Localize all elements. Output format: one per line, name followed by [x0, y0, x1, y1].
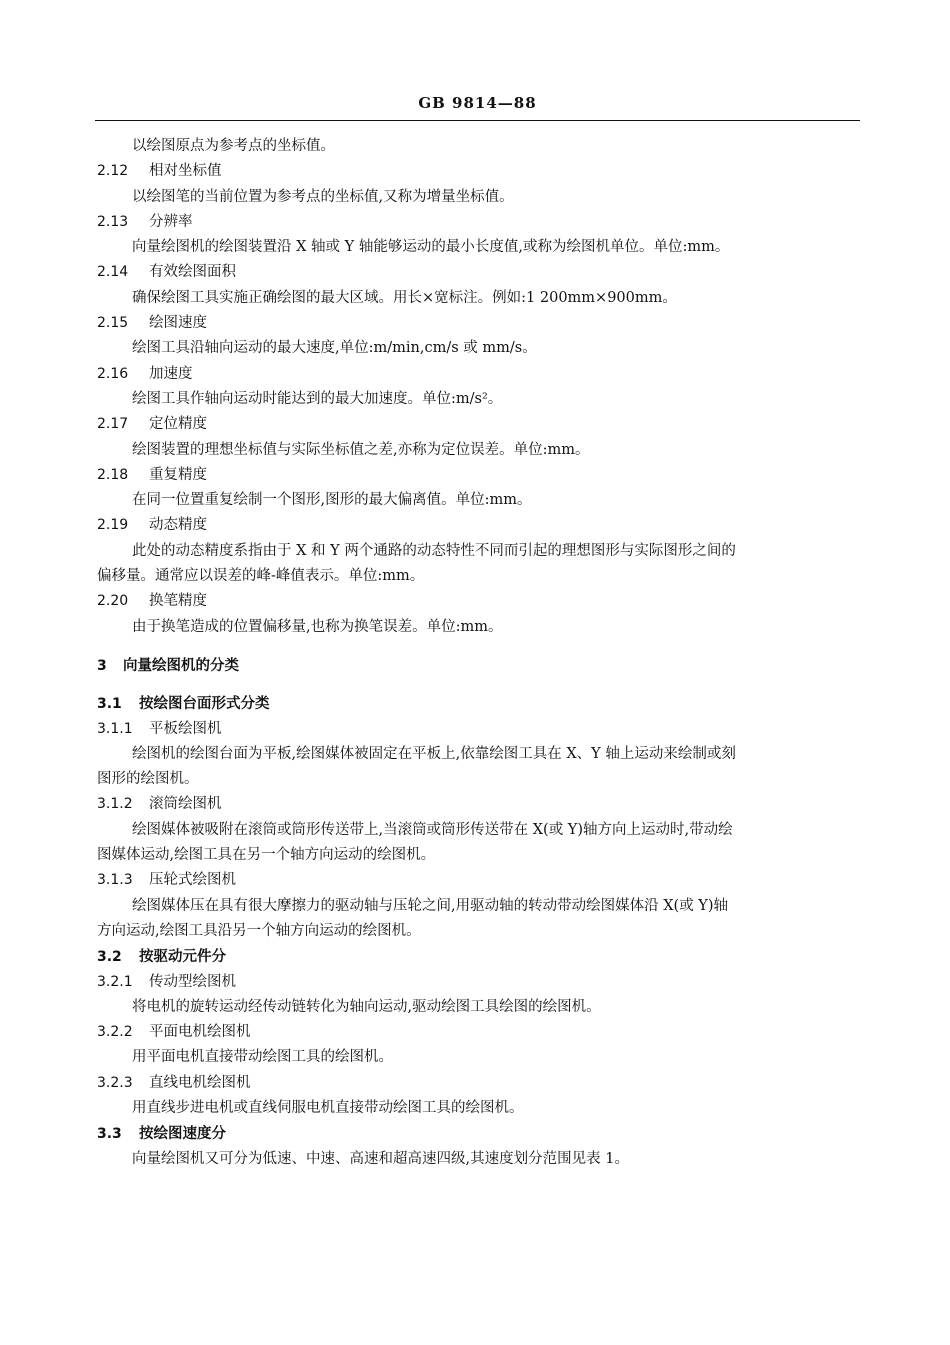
clause-heading [97, 513, 862, 538]
clause-heading [97, 589, 862, 614]
section-number: 3 [97, 657, 107, 674]
section-title: 向量绘图机的分类 [123, 656, 239, 674]
clause-heading [97, 159, 862, 184]
clause-title: 传动型绘图机 [149, 973, 236, 990]
clause-heading [97, 1071, 862, 1096]
paragraph: 绘图工具作轴向运动时能达到的最大加速度。单位:m/s²。 [132, 390, 503, 407]
clause-number: 2.15 [97, 315, 129, 332]
paragraph: 以绘图原点为参考点的坐标值。 [132, 138, 335, 154]
clause-number: 3.1.3 [97, 872, 133, 889]
clause-number: 2.13 [97, 213, 129, 230]
paragraph-continuation: 方向运动,绘图工具沿另一个轴方向运动的绘图机。 [97, 922, 421, 939]
paragraph: 绘图媒体压在具有很大摩擦力的驱动轴与压轮之间,用驱动轴的转动带动绘图媒体沿 X(或 Y)轴 [132, 897, 729, 914]
clause-title: 平板绘图机 [149, 720, 222, 737]
paragraph: 绘图机的绘图台面为平板,绘图媒体被固定在平板上,依靠绘图工具在 X、Y 轴上运动来绘制或刻 [132, 745, 736, 762]
clause-number: 3.1.2 [97, 796, 133, 813]
paragraph: 绘图装置的理想坐标值与实际坐标值之差,亦称为定位误差。单位:mm。 [132, 441, 590, 458]
paragraph-continuation: 图媒体运动,绘图工具在另一个轴方向运动的绘图机。 [97, 847, 436, 864]
clause-title: 平面电机绘图机 [149, 1024, 251, 1041]
clause-number: 3.2.3 [97, 1074, 133, 1091]
clause-title: 直线电机绘图机 [149, 1074, 251, 1091]
subsection-number: 3.1 [97, 696, 122, 713]
subsection-heading [97, 1121, 862, 1146]
section-heading [97, 653, 862, 678]
subsection-title: 按驱动元件分 [139, 948, 226, 966]
subsection-heading [97, 944, 862, 969]
paragraph: 绘图工具沿轴向运动的最大速度,单位:m/min,cm/s 或 mm/s。 [132, 340, 537, 357]
clause-title: 定位精度 [149, 416, 207, 433]
paragraph: 用平面电机直接带动绘图工具的绘图机。 [132, 1049, 393, 1066]
subsection-number: 3.2 [97, 949, 122, 966]
clause-number: 2.14 [97, 264, 129, 281]
paragraph: 此处的动态精度系指由于 X 和 Y 两个通路的动态特性不同而引起的理想图形与实际图形之间的 [132, 542, 736, 559]
paragraph: 确保绘图工具实施正确绘图的最大区域。用长×宽标注。例如:1 200mm×900mm。 [132, 289, 677, 306]
paragraph-continuation: 图形的绘图机。 [97, 771, 199, 788]
clause-number: 3.1.1 [97, 720, 133, 737]
paragraph: 以绘图笔的当前位置为参考点的坐标值,又称为增量坐标值。 [132, 188, 514, 205]
clause-heading [97, 210, 862, 235]
clause-title: 重复精度 [149, 466, 207, 483]
clause-title: 加速度 [149, 365, 193, 382]
clause-heading [97, 868, 862, 893]
clause-title: 换笔精度 [149, 593, 207, 610]
paragraph-continuation: 偏移量。通常应以误差的峰-峰值表示。单位:mm。 [97, 568, 425, 585]
clause-title: 绘图速度 [149, 315, 207, 332]
header-rule [95, 120, 860, 121]
clause-title: 分辨率 [149, 213, 193, 230]
subsection-number: 3.3 [97, 1126, 122, 1143]
paragraph: 用直线步进电机或直线伺服电机直接带动绘图工具的绘图机。 [132, 1099, 524, 1116]
document-body [97, 134, 862, 1172]
clause-number: 2.17 [97, 416, 129, 433]
clause-title: 有效绘图面积 [149, 264, 236, 281]
paragraph: 将电机的旋转运动经传动链转化为轴向运动,驱动绘图工具绘图的绘图机。 [132, 998, 601, 1015]
subsection-title: 按绘图台面形式分类 [139, 695, 270, 713]
clause-heading [97, 970, 862, 995]
paragraph: 绘图媒体被吸附在滚筒或筒形传送带上,当滚筒或筒形传送带在 X(或 Y)轴方向上运动时,带动绘 [132, 821, 733, 838]
clause-heading [97, 792, 862, 817]
clause-number: 2.16 [97, 365, 129, 382]
clause-title: 相对坐标值 [149, 163, 222, 180]
clause-heading [97, 463, 862, 488]
clause-number: 2.18 [97, 466, 129, 483]
clause-number: 3.2.1 [97, 973, 133, 990]
clause-heading [97, 412, 862, 437]
paragraph: 向量绘图机的绘图装置沿 X 轴或 Y 轴能够运动的最小长度值,或称为绘图机单位。单位:mm。 [132, 239, 730, 256]
paragraph: 由于换笔造成的位置偏移量,也称为换笔误差。单位:mm。 [132, 618, 503, 635]
clause-heading [97, 1020, 862, 1045]
clause-title: 滚筒绘图机 [149, 796, 222, 813]
clause-heading [97, 311, 862, 336]
page-header: GB 9814—88 [418, 94, 537, 112]
paragraph: 向量绘图机又可分为低速、中速、高速和超高速四级,其速度划分范围见表 1。 [132, 1150, 629, 1167]
subsection-heading [97, 691, 862, 716]
clause-title: 压轮式绘图机 [149, 872, 236, 889]
clause-number: 2.20 [97, 593, 129, 610]
clause-title: 动态精度 [149, 517, 207, 534]
clause-number: 2.12 [97, 163, 129, 180]
clause-heading [97, 362, 862, 387]
clause-number: 2.19 [97, 517, 129, 534]
paragraph: 在同一位置重复绘制一个图形,图形的最大偏离值。单位:mm。 [132, 492, 532, 509]
subsection-title: 按绘图速度分 [139, 1125, 226, 1143]
clause-heading [97, 260, 862, 285]
clause-heading [97, 717, 862, 742]
clause-number: 3.2.2 [97, 1024, 133, 1041]
